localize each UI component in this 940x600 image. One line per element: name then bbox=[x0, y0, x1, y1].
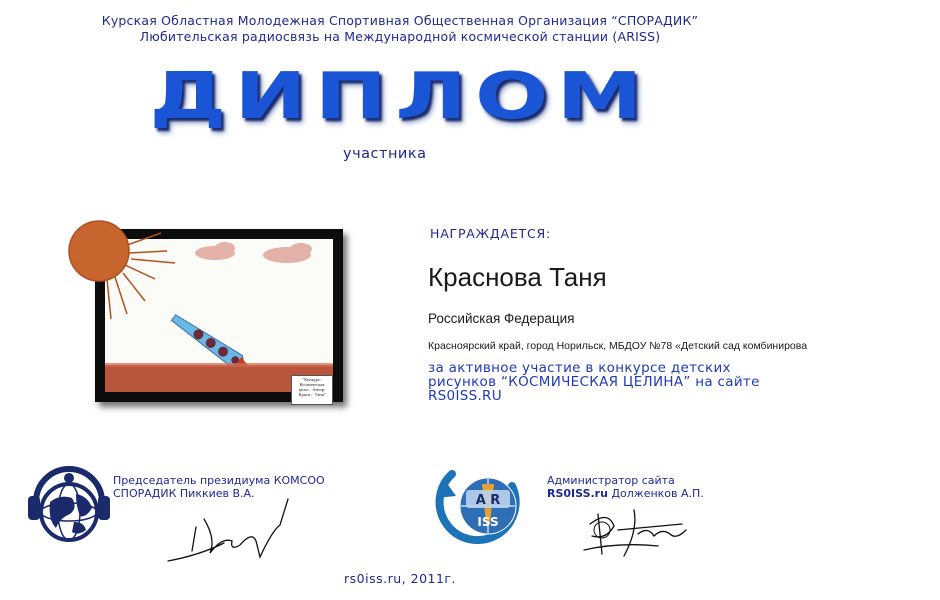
admin-name: Долженков А.П. bbox=[611, 487, 704, 500]
recipient-country: Российская Федерация bbox=[428, 311, 575, 326]
drawing-caption: "Конкурс: Космическая цели... Автор: Красн... Таня" bbox=[291, 375, 333, 405]
header-organization: Курская Областная Молодежная Спортивная Общественная Организация “СПОРАДИК” bbox=[101, 13, 699, 28]
admin-signature bbox=[578, 500, 698, 568]
header-ariss: Любительская радиосвязь на Международной космической станции (ARISS) bbox=[139, 29, 661, 44]
awarded-label: НАГРАЖДАЕТСЯ: bbox=[430, 226, 552, 241]
admin-site: RS0ISS.ru bbox=[547, 487, 608, 500]
chairman-name: СПОРАДИК Пиккиев В.А. bbox=[113, 487, 255, 500]
ariss-logo bbox=[434, 462, 524, 546]
ariss-logo-bottom: ISS bbox=[477, 515, 499, 529]
children-drawing bbox=[105, 239, 333, 397]
admin-name-line bbox=[547, 487, 797, 500]
sporadic-globe-logo bbox=[26, 458, 112, 550]
admin-signature-text bbox=[547, 474, 797, 500]
drawing-illustration bbox=[105, 239, 333, 392]
footer-text: rs0iss.ru, 2011г. bbox=[344, 571, 456, 586]
recipient-address: Красноярский край, город Норильск, МБДОУ №78 «Детский сад комбинирова bbox=[428, 340, 808, 352]
chairman-title: Председатель президиума КОМСОО bbox=[113, 474, 325, 487]
diploma-title: ДИПЛОМ bbox=[149, 60, 651, 134]
cloud-shape bbox=[195, 242, 312, 263]
admin-title: Администратор сайта bbox=[547, 474, 675, 487]
diploma-subtitle: участника bbox=[343, 146, 427, 162]
award-reason: за активное участие в конкурсе детских рисунков “КОСМИЧЕСКАЯ ЦЕЛИНА” на сайте RS0ISS.RU bbox=[428, 360, 760, 404]
recipient-name: Краснова Таня bbox=[428, 262, 607, 292]
ariss-logo-top: A R bbox=[475, 493, 501, 508]
sun-shape bbox=[69, 221, 175, 319]
drawing-frame bbox=[95, 229, 343, 402]
chairman-signature bbox=[160, 495, 300, 570]
